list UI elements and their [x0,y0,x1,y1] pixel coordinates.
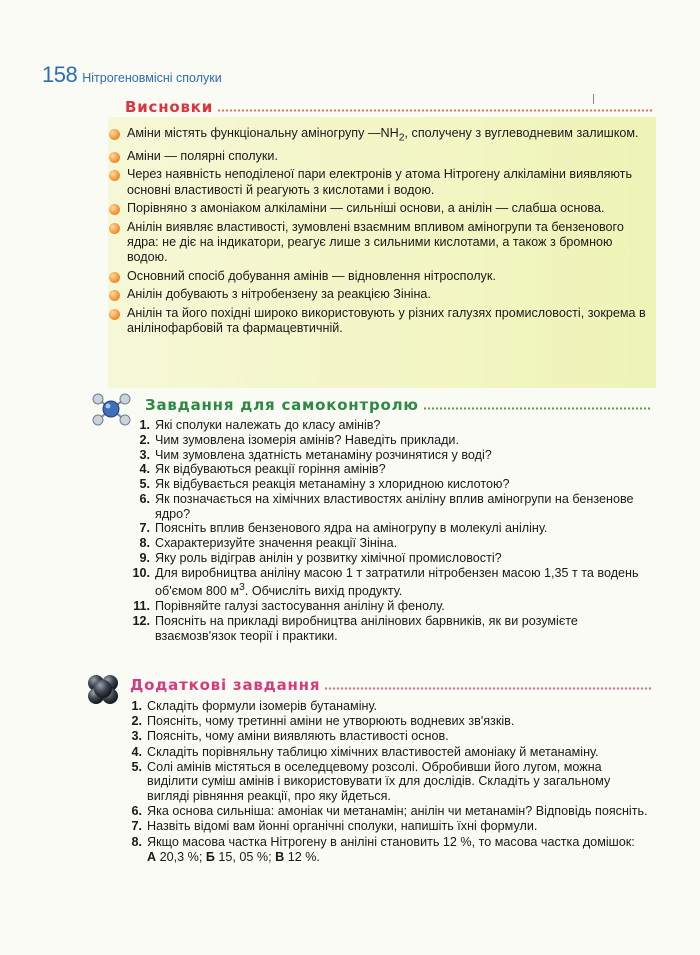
page-number: 158 [42,62,78,87]
additional-item: 4. Складіть порівняльну таблицю хімічних властивостей амоніаку й метанаміну. [131,744,599,759]
task-item: 5. Як відбувається реакція метанаміну з хлоридною кислотою? [139,477,510,492]
additional-item: 5. Солі амінів містяться в оселедцевому розсолі. Обробивши його лугом, можна виділити суміш амінів і використовувати їх для дослідів. Складіть у загальному вигляді рівняння реакції, про яку йдеться. [131,759,611,803]
molecule-icon [88,390,134,428]
page-header [42,62,222,88]
self-control-list [132,418,653,643]
answer-b-label: Б [205,849,215,864]
answer-a-label: А [147,849,157,864]
answer-c-label: В [275,849,285,864]
task-item: 7. Поясніть вплив бензенового ядра на аміногрупу в молекулі аніліну. [139,521,548,536]
bullet-icon [109,204,120,215]
additional-item: 1. Складіть формули ізомерів бутанаміну. [131,699,378,713]
task-item: 2. Чим зумовлена ізомерія амінів? Наведіть приклади. [139,432,459,447]
task-item: 4. Як відбуваються реакції горіння амінів? [139,462,386,477]
additional-item: 6. Яка основа сильніша: амоніак чи метанамін; анілін чи метанамін? Відповідь поясніть. [131,804,648,819]
additional-list [131,699,653,865]
answer-options [147,850,653,865]
bullet-icon [109,129,120,140]
bullet-icon [109,170,120,181]
task-item: 11. Порівняйте галузі застосування аніліну й фенолу. [133,599,445,614]
task-item: 9. Яку роль відіграв анілін у розвитку хімічної промисловості? [139,550,502,565]
additional-item: 3. Поясніть, чому аміни виявляють властивості основ. [131,729,449,744]
answer-c-value: 12 %. [287,849,320,864]
conclusions-title: Висновки [125,98,214,116]
additional-item: 8. Якщо масова частка Нітрогену в аніліні становить 12 %, то масова частка домішок: [131,834,635,849]
task-item: 1. Які сполуки належать до класу амінів? [139,418,381,432]
self-control-heading [145,396,651,414]
task-item: 3. Чим зумовлена здатність метанаміну розчинятися у воді? [139,447,492,462]
conclusion-item: Анілін добувають з нітробензену за реакцією Зініна. [108,287,653,302]
conclusion-item: Основний спосіб добування амінів — відновлення нітросполук. [108,269,653,284]
conclusions-list [108,126,653,339]
additional-item: 7. Назвіть відомі вам йонні органічні сполуки, напишіть їхні формули. [131,819,538,834]
answer-b-value: 15, 05 %; [218,849,272,864]
task-item: 8. Схарактеризуйте значення реакції Зініна. [139,536,398,551]
task-item: 6. Як позначається на хімічних властивостях аніліну вплив аміногрупи на бензенове ядро? [139,491,634,521]
self-control-title: Завдання для самоконтролю [145,396,419,414]
bullet-icon [109,309,120,320]
conclusion-item: Порівняно з амоніаком алкіламіни — сильніші основи, а анілін — слабша основа. [108,201,653,216]
conclusion-item: Анілін та його похідні широко використовують у різних галузях промисловості, зокрема в анілінофарбовій та фармацевтичній. [108,306,653,337]
dotted-leader [217,109,652,112]
bullet-icon [109,272,120,283]
conclusions-heading [125,98,652,116]
answer-a-value: 20,3 %; [159,849,203,864]
conclusion-item: Аміни — полярні сполуки. [108,149,653,164]
dotted-leader [324,687,652,690]
bullet-icon [109,152,120,163]
task-item: 10. Для виробництва аніліну масою 1 т затратили нітробензен масою 1,35 т та водень об'ємом 800 $м^3$. Обчисліть вихід продукту. [132,565,639,599]
bullet-icon [109,223,120,234]
conclusion-item: Аміни містять функціональну аміногрупу $—NH_2$, сполучену з вуглеводневим залишком. [108,126,653,146]
additional-item: 2. Поясніть, чому третинні аміни не утворюють водневих зв'язків. [131,714,515,729]
task-item: 12. Поясніть на прикладі виробництва анілінових барвників, як ви розумієте взаємозв'язок теорії і практики. [132,613,578,643]
conclusion-item: Через наявність неподіленої пари електронів у атома Нітрогену алкіламіни виявляють основні властивості й реагують з кислотами і водою. [108,167,653,198]
conclusion-item: Анілін виявляє властивості, зумовлені взаємним впливом аміногрупи та бензенового ядра: не діє на індикатори, реагує лише з сильними кислотами, а також з бромною водою. [108,220,653,266]
molecule-spheres-icon [84,670,122,708]
additional-title: Додаткові завдання [130,676,321,694]
dotted-leader [423,407,651,410]
additional-heading [130,676,652,694]
bullet-icon [109,290,120,301]
running-title: Нітрогеновмісні сполуки [82,71,222,85]
